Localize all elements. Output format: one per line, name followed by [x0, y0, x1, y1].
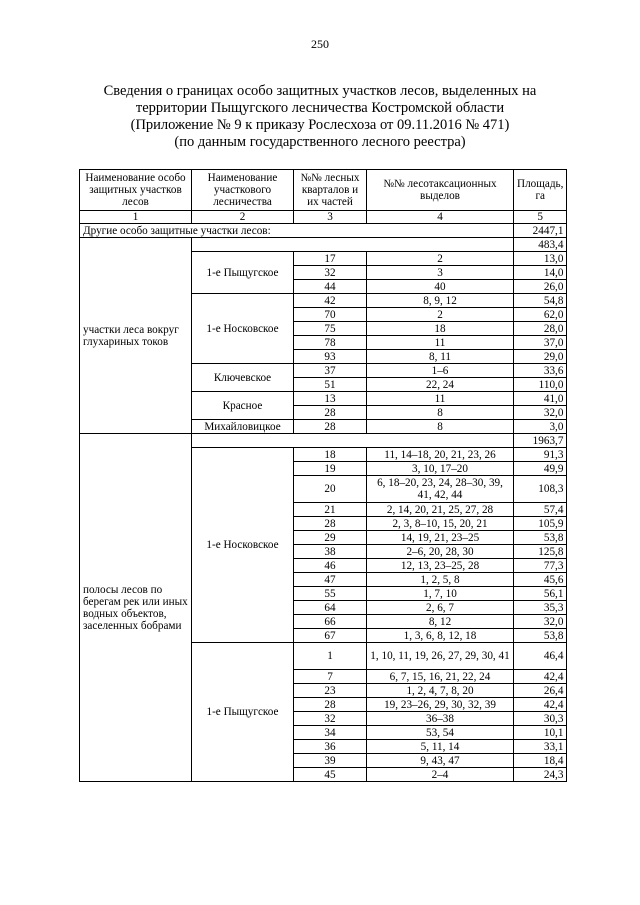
quarter-number: 28 — [294, 698, 367, 712]
area-value: 32,0 — [514, 615, 567, 629]
quarter-number: 67 — [294, 629, 367, 643]
allotment-numbers: 3 — [367, 266, 514, 280]
total-row — [80, 224, 567, 238]
area-value: 110,0 — [514, 378, 567, 392]
allotment-numbers: 18 — [367, 322, 514, 336]
column-number: 1 — [80, 211, 192, 224]
quarter-number: 21 — [294, 503, 367, 517]
area-value: 24,3 — [514, 768, 567, 782]
header-row — [80, 170, 567, 211]
allotment-numbers: 22, 24 — [367, 378, 514, 392]
forestry-name: 1-е Пыщугское — [192, 252, 294, 294]
forestry-name: Михайловицкое — [192, 420, 294, 434]
area-value: 62,0 — [514, 308, 567, 322]
quarter-number: 34 — [294, 726, 367, 740]
area-value: 53,8 — [514, 531, 567, 545]
allotment-numbers: 1, 3, 6, 8, 12, 18 — [367, 629, 514, 643]
column-number: 5 — [514, 211, 567, 224]
allotment-numbers: 2, 14, 20, 21, 25, 27, 28 — [367, 503, 514, 517]
quarter-number: 45 — [294, 768, 367, 782]
quarter-number: 1 — [294, 643, 367, 670]
quarter-number: 28 — [294, 406, 367, 420]
header-cell-area: Площадь, га — [514, 170, 567, 211]
quarter-number: 37 — [294, 364, 367, 378]
section-subtotal: 483,4 — [514, 238, 567, 252]
quarter-number: 46 — [294, 559, 367, 573]
allotment-numbers: 36–38 — [367, 712, 514, 726]
header-cell-area-name: Наименование особо защитных участков лесов — [80, 170, 192, 211]
allotment-numbers: 5, 11, 14 — [367, 740, 514, 754]
area-value: 33,1 — [514, 740, 567, 754]
column-number-row — [80, 211, 567, 224]
area-value: 29,0 — [514, 350, 567, 364]
area-value: 105,9 — [514, 517, 567, 531]
total-label: Другие особо защитные участки лесов: — [80, 224, 514, 238]
allotment-numbers: 1, 10, 11, 19, 26, 27, 29, 30, 41 — [367, 643, 514, 670]
protected-areas-table — [79, 169, 567, 782]
area-value: 41,0 — [514, 392, 567, 406]
area-value: 32,0 — [514, 406, 567, 420]
area-value: 56,1 — [514, 587, 567, 601]
forestry-name: 1-е Носковское — [192, 448, 294, 643]
section-name: участки леса вокруг глухариных токов — [80, 238, 192, 434]
forestry-name: 1-е Пыщугское — [192, 643, 294, 782]
allotment-numbers: 11, 14–18, 20, 21, 23, 26 — [367, 448, 514, 462]
quarter-number: 38 — [294, 545, 367, 559]
quarter-number: 19 — [294, 462, 367, 476]
quarter-number: 28 — [294, 517, 367, 531]
allotment-numbers: 2, 6, 7 — [367, 601, 514, 615]
allotment-numbers: 14, 19, 21, 23–25 — [367, 531, 514, 545]
area-value: 28,0 — [514, 322, 567, 336]
allotment-numbers: 2 — [367, 308, 514, 322]
document-title — [80, 83, 560, 151]
quarter-number: 47 — [294, 573, 367, 587]
allotment-numbers: 1, 2, 5, 8 — [367, 573, 514, 587]
quarter-number: 23 — [294, 684, 367, 698]
allotment-numbers: 2, 3, 8–10, 15, 20, 21 — [367, 517, 514, 531]
allotment-numbers: 8 — [367, 406, 514, 420]
quarter-number: 18 — [294, 448, 367, 462]
header-cell-forestry: Наименование участкового лесничества — [192, 170, 294, 211]
allotment-numbers: 2 — [367, 252, 514, 266]
allotment-numbers: 8, 12 — [367, 615, 514, 629]
subtotal-blank — [192, 238, 514, 252]
quarter-number: 13 — [294, 392, 367, 406]
allotment-numbers: 11 — [367, 336, 514, 350]
allotment-numbers: 19, 23–26, 29, 30, 32, 39 — [367, 698, 514, 712]
total-area: 2447,1 — [514, 224, 567, 238]
quarter-number: 29 — [294, 531, 367, 545]
column-number: 3 — [294, 211, 367, 224]
quarter-number: 44 — [294, 280, 367, 294]
area-value: 13,0 — [514, 252, 567, 266]
area-value: 35,3 — [514, 601, 567, 615]
quarter-number: 75 — [294, 322, 367, 336]
section-subtotal-row — [80, 434, 567, 448]
page-number: 250 — [311, 37, 329, 51]
forestry-name: 1-е Носковское — [192, 294, 294, 364]
area-value: 37,0 — [514, 336, 567, 350]
allotment-numbers: 40 — [367, 280, 514, 294]
quarter-number: 32 — [294, 712, 367, 726]
area-value: 125,8 — [514, 545, 567, 559]
quarter-number: 28 — [294, 420, 367, 434]
area-value: 33,6 — [514, 364, 567, 378]
allotment-numbers: 3, 10, 17–20 — [367, 462, 514, 476]
allotment-numbers: 6, 18–20, 23, 24, 28–30, 39, 41, 42, 44 — [367, 476, 514, 503]
quarter-number: 70 — [294, 308, 367, 322]
area-value: 91,3 — [514, 448, 567, 462]
allotment-numbers: 9, 43, 47 — [367, 754, 514, 768]
area-value: 49,9 — [514, 462, 567, 476]
section-name: полосы лесов по берегам рек или иных водных объектов, заселенных бобрами — [80, 434, 192, 782]
allotment-numbers: 11 — [367, 392, 514, 406]
quarter-number: 32 — [294, 266, 367, 280]
allotment-numbers: 2–4 — [367, 768, 514, 782]
title-line: (по данным государственного лесного реестра) — [174, 134, 466, 150]
quarter-number: 7 — [294, 670, 367, 684]
area-value: 46,4 — [514, 643, 567, 670]
area-value: 3,0 — [514, 420, 567, 434]
header-cell-allotments: №№ лесотаксационных выделов — [367, 170, 514, 211]
area-value: 42,4 — [514, 670, 567, 684]
area-value: 26,4 — [514, 684, 567, 698]
section-subtotal-row — [80, 238, 567, 252]
column-number: 2 — [192, 211, 294, 224]
area-value: 26,0 — [514, 280, 567, 294]
allotment-numbers: 8, 9, 12 — [367, 294, 514, 308]
quarter-number: 64 — [294, 601, 367, 615]
quarter-number: 93 — [294, 350, 367, 364]
quarter-number: 17 — [294, 252, 367, 266]
quarter-number: 42 — [294, 294, 367, 308]
forestry-name: Ключевское — [192, 364, 294, 392]
allotment-numbers: 8 — [367, 420, 514, 434]
allotment-numbers: 1, 2, 4, 7, 8, 20 — [367, 684, 514, 698]
area-value: 53,8 — [514, 629, 567, 643]
allotment-numbers: 2–6, 20, 28, 30 — [367, 545, 514, 559]
area-value: 10,1 — [514, 726, 567, 740]
title-line: территории Пыщугского лесничества Костромской области — [135, 100, 505, 116]
subtotal-blank — [192, 434, 514, 448]
area-value: 54,8 — [514, 294, 567, 308]
allotment-numbers: 1, 7, 10 — [367, 587, 514, 601]
area-value: 14,0 — [514, 266, 567, 280]
header-cell-quarters: №№ лесных кварталов и их частей — [294, 170, 367, 211]
area-value: 77,3 — [514, 559, 567, 573]
forestry-name: Красное — [192, 392, 294, 420]
area-value: 45,6 — [514, 573, 567, 587]
quarter-number: 39 — [294, 754, 367, 768]
area-value: 57,4 — [514, 503, 567, 517]
title-line: Сведения о границах особо защитных участков лесов, выделенных на — [103, 83, 537, 99]
quarter-number: 36 — [294, 740, 367, 754]
allotment-numbers: 6, 7, 15, 16, 21, 22, 24 — [367, 670, 514, 684]
allotment-numbers: 53, 54 — [367, 726, 514, 740]
quarter-number: 51 — [294, 378, 367, 392]
allotment-numbers: 8, 11 — [367, 350, 514, 364]
section-subtotal: 1963,7 — [514, 434, 567, 448]
quarter-number: 55 — [294, 587, 367, 601]
area-value: 18,4 — [514, 754, 567, 768]
quarter-number: 20 — [294, 476, 367, 503]
area-value: 108,3 — [514, 476, 567, 503]
column-number: 4 — [367, 211, 514, 224]
title-line: (Приложение № 9 к приказу Рослесхоза от 09.11.2016 № 471) — [130, 117, 510, 133]
allotment-numbers: 12, 13, 23–25, 28 — [367, 559, 514, 573]
area-value: 30,3 — [514, 712, 567, 726]
quarter-number: 78 — [294, 336, 367, 350]
quarter-number: 66 — [294, 615, 367, 629]
area-value: 42,4 — [514, 698, 567, 712]
allotment-numbers: 1–6 — [367, 364, 514, 378]
